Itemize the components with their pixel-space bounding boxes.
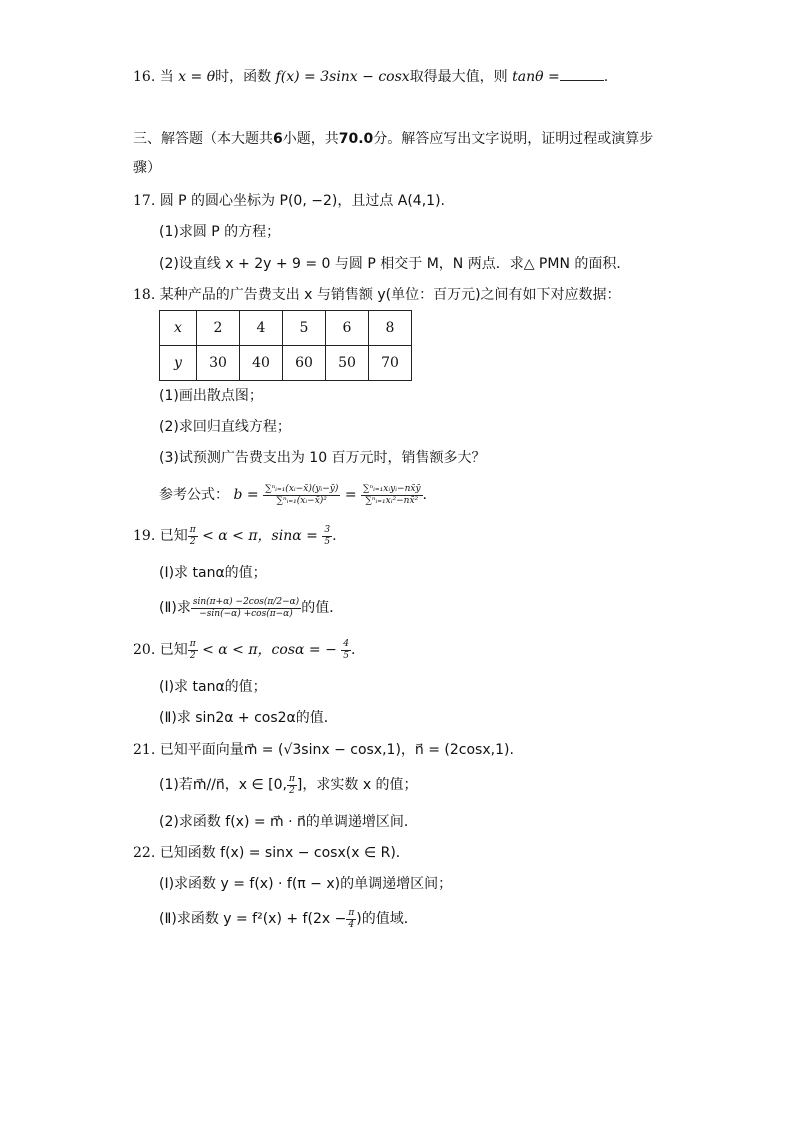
q18-formula bbox=[159, 480, 427, 510]
q20-part-1: (Ⅰ)求 tanα的值； bbox=[159, 679, 267, 695]
fraction-denominator: 2 bbox=[289, 785, 295, 796]
formula-label: 参考公式： bbox=[159, 487, 229, 503]
table-row-x bbox=[160, 311, 412, 346]
formula-b: b = bbox=[233, 487, 259, 503]
q21-part-1-a: (1)若m⃗//n⃗，x ∈ [0, bbox=[159, 777, 287, 793]
question-18 bbox=[133, 285, 621, 305]
fraction-numerator: 4 bbox=[343, 638, 350, 649]
q18-number: 18. bbox=[133, 287, 156, 303]
q19-end: . bbox=[332, 528, 337, 544]
q22-part-2-b: )的值域． bbox=[356, 911, 418, 927]
q18-part-3: (3)试预测广告费支出为 10 百万元时，销售额多大？ bbox=[159, 450, 486, 466]
q19-part-2 bbox=[159, 592, 343, 624]
q20-condition: < α < π，cosα = − bbox=[202, 642, 337, 658]
table-cell: 40 bbox=[240, 346, 283, 381]
q19-three-fifths bbox=[322, 525, 332, 548]
q20-pi-over-2 bbox=[188, 639, 198, 662]
q18-stem: 某种产品的广告费支出 x 与销售额 y(单位：百万元)之间有如下对应数据： bbox=[159, 287, 621, 303]
formula-fraction-2 bbox=[361, 484, 423, 507]
q21-part-1-b: ]，求实数 x 的值； bbox=[296, 777, 418, 793]
question-21 bbox=[133, 740, 514, 760]
section-3-heading-cont: 骤） bbox=[133, 160, 161, 176]
formula-end: . bbox=[422, 487, 427, 503]
section-3-text-c: 小题，共 bbox=[282, 131, 339, 147]
q19-condition: < α < π，sinα = bbox=[202, 528, 318, 544]
q19-stem-a: 已知 bbox=[159, 528, 188, 544]
q20-end: . bbox=[351, 642, 356, 658]
table-header-x: x bbox=[160, 311, 197, 346]
fraction-denominator: ∑ⁿᵢ₌₁xᵢ²−nx̄² bbox=[365, 495, 419, 506]
q20-four-fifths bbox=[341, 639, 351, 662]
q22-part-2 bbox=[159, 905, 418, 933]
table-cell: 60 bbox=[283, 346, 326, 381]
fraction-denominator: 5 bbox=[324, 536, 331, 547]
fraction-numerator: sin(π+α) −2cos(π/2−α) bbox=[192, 596, 300, 607]
q20-number: 20. bbox=[133, 642, 156, 658]
table-cell: 30 bbox=[197, 346, 240, 381]
fraction-numerator: π bbox=[189, 638, 196, 649]
q20-part-2: (Ⅱ)求 sin2α + cos2α的值． bbox=[159, 710, 338, 726]
q16-text-c: 取得最大值，则 bbox=[409, 69, 508, 85]
q20-stem-a: 已知 bbox=[159, 642, 188, 658]
fraction-numerator: π bbox=[348, 907, 355, 918]
question-20 bbox=[133, 636, 355, 664]
fraction-denominator: 5 bbox=[343, 650, 350, 661]
fraction-numerator: ∑ⁿᵢ₌₁xᵢyᵢ−nx̄ȳ bbox=[363, 483, 421, 494]
fraction-numerator: ∑ⁿᵢ₌₁(xᵢ−x̄)(yᵢ−ȳ) bbox=[265, 483, 339, 494]
q19-number: 19. bbox=[133, 528, 156, 544]
q16-text-a: 当 bbox=[159, 69, 174, 85]
q22-stem: 已知函数 f(x) = sinx − cosx(x ∈ R)． bbox=[159, 845, 410, 861]
question-22 bbox=[133, 843, 410, 863]
q22-part-1: (Ⅰ)求函数 y = f(x) · f(π − x)的单调递增区间； bbox=[159, 876, 453, 892]
q21-stem: 已知平面向量m⃗ = (√3sinx − cosx,1)，n⃗ = (2cosx,1). bbox=[159, 742, 514, 758]
table-cell: 5 bbox=[283, 311, 326, 346]
fraction-denominator: 2 bbox=[189, 650, 196, 661]
fraction-denominator: 4 bbox=[348, 919, 355, 930]
fraction-numerator: π bbox=[189, 524, 196, 535]
q16-text-b: 时，函数 bbox=[215, 69, 272, 85]
section-3-text-a: 三、解答题（本大题共 bbox=[133, 131, 273, 147]
q22-part-2-a: (Ⅱ)求函数 y = f²(x) + f(2x − bbox=[159, 911, 347, 927]
q21-number: 21. bbox=[133, 742, 156, 758]
q21-pi-over-2 bbox=[287, 774, 297, 797]
q17-part-2: (2)设直线 x + 2y + 9 = 0 与圆 P 相交于 M，N 两点．求△ PMN 的面积． bbox=[159, 256, 631, 272]
fraction-denominator: −sin(−α) +cos(π−α) bbox=[199, 608, 293, 619]
fraction-denominator: 2 bbox=[189, 536, 196, 547]
table-row-y bbox=[160, 346, 412, 381]
q16-math-c: tanθ = bbox=[512, 69, 560, 85]
table-cell: 2 bbox=[197, 311, 240, 346]
q19-part-2-b: 的值． bbox=[301, 600, 344, 616]
q16-number: 16. bbox=[133, 69, 156, 85]
question-17 bbox=[133, 191, 445, 211]
q19-part-1: (Ⅰ)求 tanα的值； bbox=[159, 565, 267, 581]
question-19 bbox=[133, 522, 337, 550]
fraction-numerator: 3 bbox=[324, 524, 331, 535]
section-3-count: 6 bbox=[273, 131, 283, 147]
q19-pi-over-2 bbox=[188, 525, 198, 548]
table-cell: 50 bbox=[326, 346, 369, 381]
q17-stem: 圆 P 的圆心坐标为 P(0, −2)，且过点 A(4,1). bbox=[159, 193, 445, 209]
q21-part-2: (2)求函数 f(x) = m⃗ · n⃗的单调递增区间． bbox=[159, 814, 418, 830]
q17-number: 17. bbox=[133, 193, 156, 209]
table-cell: 8 bbox=[369, 311, 412, 346]
q16-answer-blank bbox=[560, 66, 604, 81]
q21-part-1 bbox=[159, 771, 418, 799]
table-cell: 6 bbox=[326, 311, 369, 346]
q16-math-a: x = θ bbox=[178, 69, 216, 85]
section-3-score: 70.0 bbox=[338, 131, 374, 147]
table-header-y: y bbox=[160, 346, 197, 381]
q22-pi-over-4 bbox=[346, 908, 356, 931]
q18-part-2: (2)求回归直线方程； bbox=[159, 419, 291, 435]
q22-number: 22. bbox=[133, 845, 156, 861]
formula-fraction-1 bbox=[263, 484, 340, 507]
q18-part-1: (1)画出散点图； bbox=[159, 388, 263, 404]
data-table bbox=[159, 310, 412, 381]
q17-part-1: (1)求圆 P 的方程； bbox=[159, 224, 281, 240]
q19-part-2-a: (Ⅱ)求 bbox=[159, 600, 191, 616]
formula-equals: = bbox=[344, 487, 357, 503]
fraction-numerator: π bbox=[288, 773, 295, 784]
q16-function: f(x) = 3sinx − cosx bbox=[275, 69, 410, 85]
question-16 bbox=[133, 66, 608, 87]
section-3-heading bbox=[133, 129, 653, 149]
q19-expression bbox=[191, 597, 301, 620]
section-3-text-e: 分。解答应写出文字说明，证明过程或演算步 bbox=[373, 131, 654, 147]
table-cell: 70 bbox=[369, 346, 412, 381]
q16-end: . bbox=[603, 69, 609, 85]
fraction-denominator: ∑ⁿᵢ₌₁(xᵢ−x̄)² bbox=[276, 495, 327, 506]
table-cell: 4 bbox=[240, 311, 283, 346]
